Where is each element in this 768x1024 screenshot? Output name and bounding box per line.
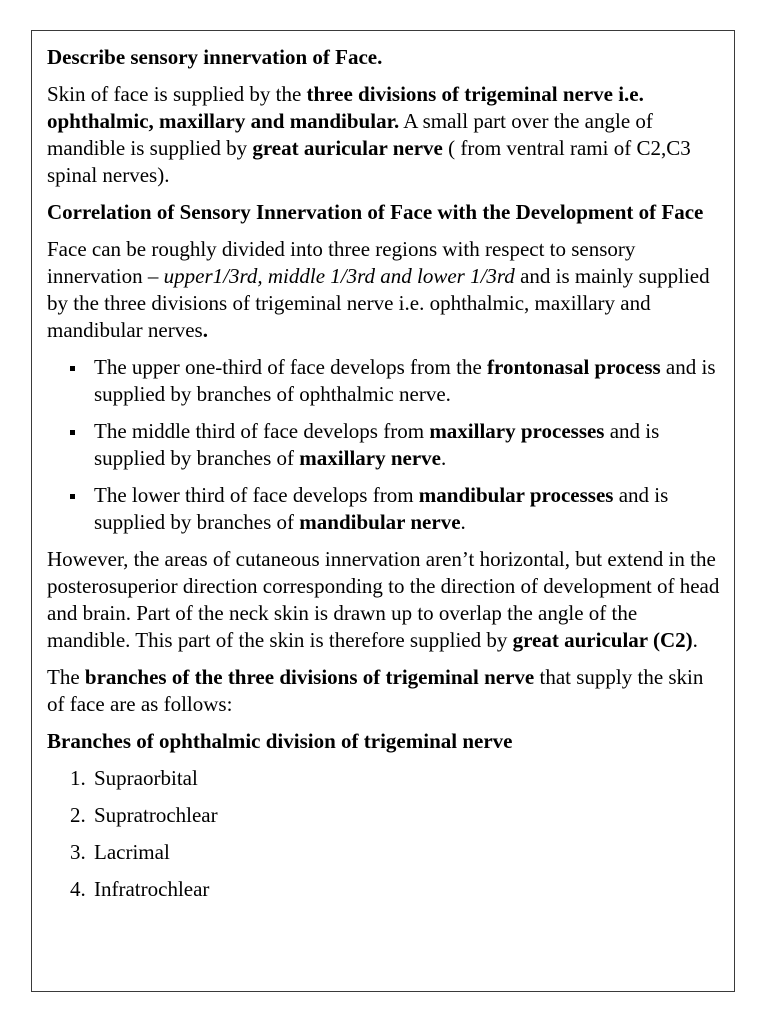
document-content (47, 44, 723, 913)
bullet-text (94, 355, 716, 406)
text-run: The upper one-third of face develops from the (94, 355, 488, 379)
text-run: Skin of face is supplied by the (47, 82, 307, 106)
development-bullet-list (47, 354, 723, 536)
section-heading: Correlation of Sensory Innervation of Face with the Development of Face (47, 200, 704, 224)
bullet-item-upper (47, 354, 723, 408)
bullet-item-lower (47, 482, 723, 536)
bold-text-run: . (202, 318, 208, 342)
text-run: . (692, 628, 698, 652)
list-item-label: Supraorbital (94, 766, 198, 790)
square-bullet-icon (70, 494, 75, 499)
bold-text-run: maxillary nerve (299, 446, 442, 470)
bullet-text (94, 483, 668, 534)
text-run: The (47, 665, 85, 689)
bold-text-run: mandibular nerve (299, 510, 461, 534)
text-run: and is mainly supplied by the three divisions of trigeminal nerve i.e. ophthalmic, maxillary and mandibular nerves (47, 264, 710, 342)
bold-text-run: frontonasal process (487, 355, 661, 379)
bullet-item-middle (47, 418, 723, 472)
document-title: Describe sensory innervation of Face. (47, 45, 383, 69)
list-item (47, 876, 723, 903)
bold-text-run: great auricular (C2) (512, 628, 693, 652)
text-run: . (460, 510, 466, 534)
text-run: The middle third of face develops from (94, 419, 430, 443)
text-run: and is supplied by branches of ophthalmic nerve. (94, 355, 716, 406)
text-run: that supply the skin of face are as follows: (47, 665, 704, 716)
bold-text-run: maxillary processes (429, 419, 605, 443)
intro-paragraph (47, 81, 723, 189)
list-number: 1. (70, 766, 86, 790)
list-item (47, 802, 723, 829)
bold-text-run: great auricular nerve (252, 136, 443, 160)
however-paragraph (47, 546, 723, 654)
regions-paragraph (47, 236, 723, 344)
text-run: The lower third of face develops from (94, 483, 419, 507)
branches-paragraph (47, 664, 723, 718)
text-run: ( from ventral rami of C2,C3 spinal nerves). (47, 136, 691, 187)
text-run: and is supplied by branches of (94, 483, 669, 534)
italic-text-run: upper1/3rd, middle 1/3rd and lower 1/3rd (163, 264, 515, 288)
text-run: and is supplied by branches of (94, 419, 660, 470)
text-run: . (441, 446, 447, 470)
text-run: A small part over the angle of mandible is supplied by (47, 109, 653, 160)
list-item-label: Supratrochlear (94, 803, 218, 827)
list-item-label: Lacrimal (94, 840, 170, 864)
list-item (47, 839, 723, 866)
list-item-label: Infratrochlear (94, 877, 210, 901)
list-number: 2. (70, 803, 86, 827)
square-bullet-icon (70, 366, 75, 371)
text-run: However, the areas of cutaneous innervation aren’t horizontal, but extend in the posterosuperior direction corresponding to the direction of development of head and brain. Part of the neck skin is drawn up to overlap the angle of the mandible. This part of the skin is therefore supplied by (47, 547, 720, 652)
list-item (47, 765, 723, 792)
ophthalmic-branch-list (47, 765, 723, 903)
list-number: 4. (70, 877, 86, 901)
text-run: Face can be roughly divided into three regions with respect to sensory innervation – (47, 237, 636, 288)
bold-text-run: three divisions of trigeminal nerve i.e. ophthalmic, maxillary and mandibular. (47, 82, 644, 133)
square-bullet-icon (70, 430, 75, 435)
list-number: 3. (70, 840, 86, 864)
ophthalmic-heading: Branches of ophthalmic division of trigeminal nerve (47, 729, 513, 753)
bold-text-run: mandibular processes (418, 483, 614, 507)
bullet-text (94, 419, 659, 470)
bold-text-run: branches of the three divisions of trigeminal nerve (84, 665, 535, 689)
document-frame (31, 30, 735, 992)
